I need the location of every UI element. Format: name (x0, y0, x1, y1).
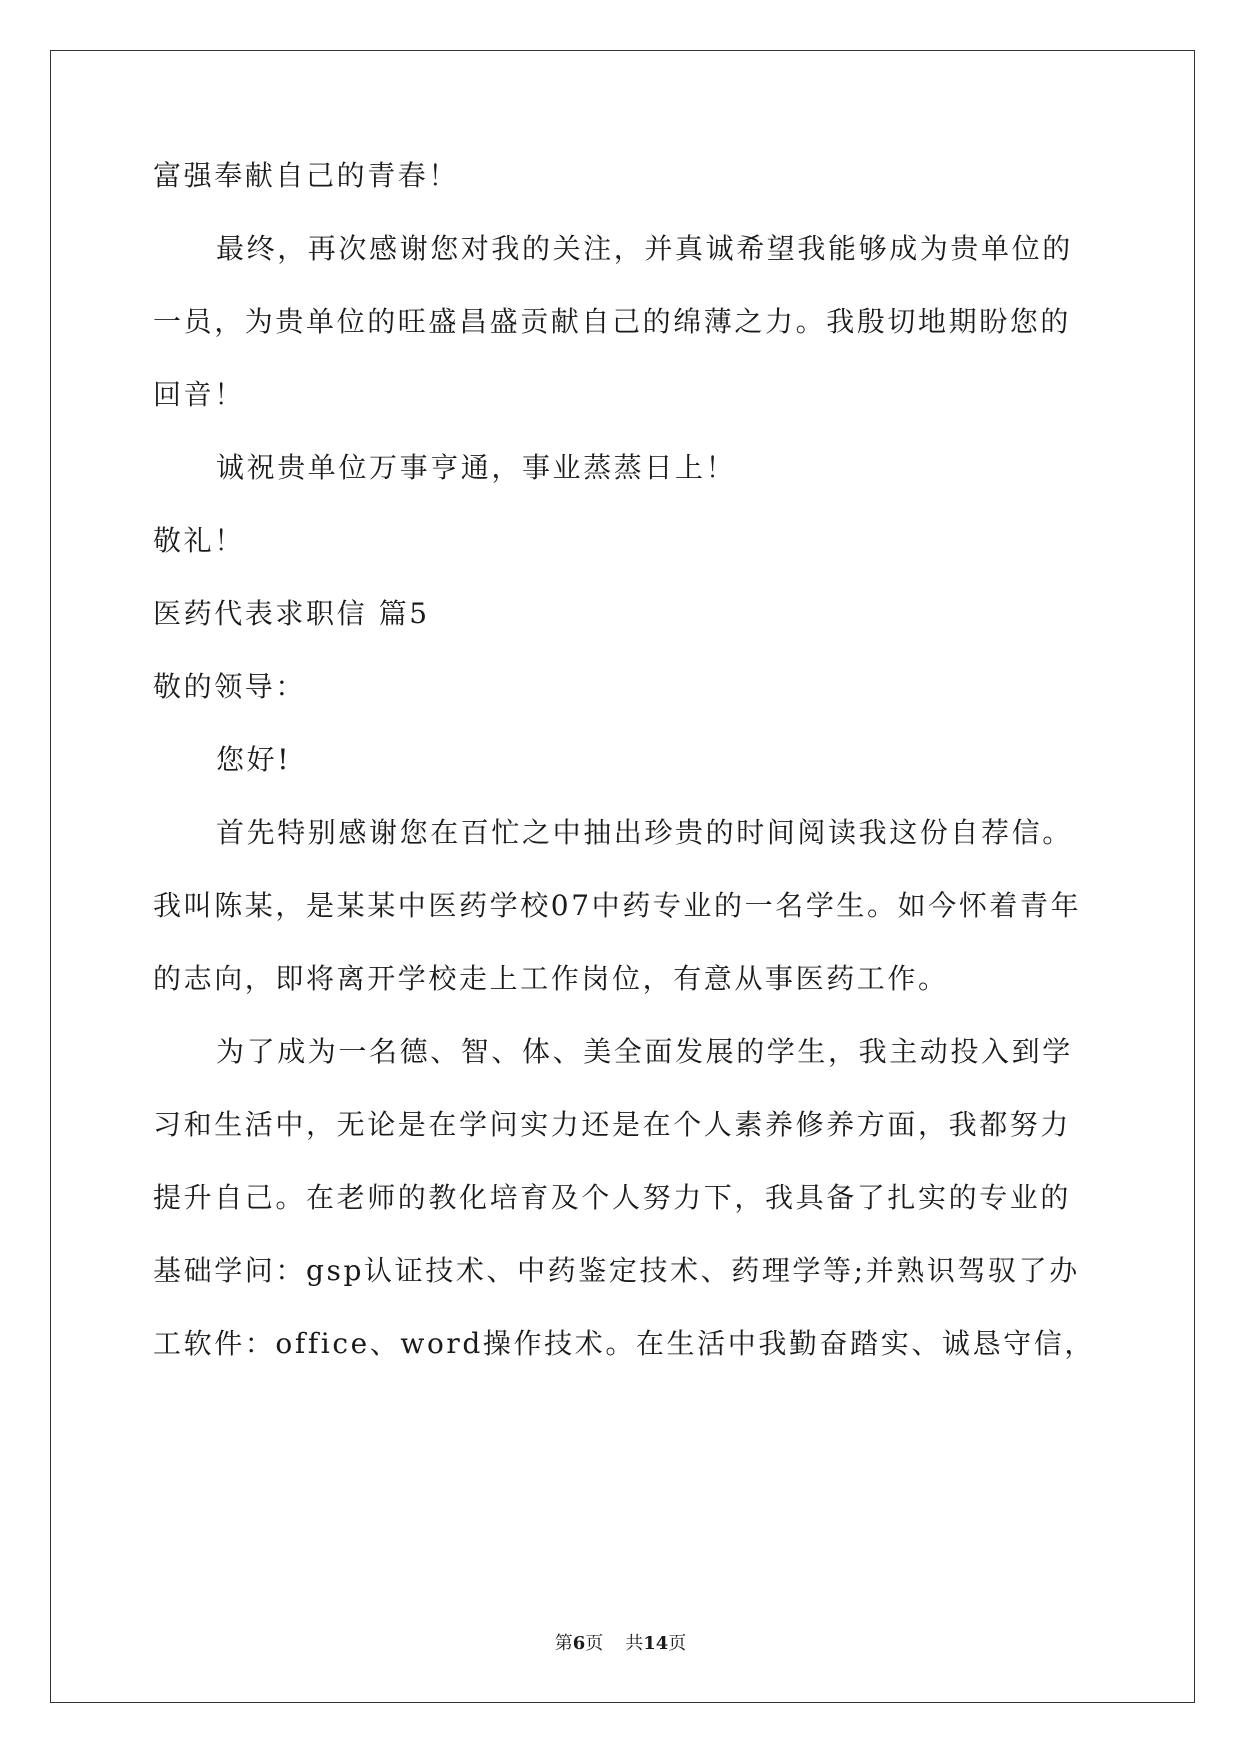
text-line-15: 提升自己。在老师的教化培育及个人努力下，我具备了扎实的专业的 (153, 1181, 1072, 1214)
text-line-4: 回音！ (153, 378, 245, 411)
page-footer (0, 1632, 1241, 1656)
text-line-11: 我叫陈某，是某某中医药学校07中药专业的一名学生。如今怀着青年 (153, 889, 1082, 922)
page-frame (50, 50, 1195, 1703)
text-line-14: 习和生活中，无论是在学问实力还是在个人素养修养方面，我都努力 (153, 1108, 1072, 1141)
page-number: 6 (572, 1633, 586, 1654)
text-line-5: 诚祝贵单位万事亨通，事业蒸蒸日上！ (216, 451, 737, 484)
greeting: 您好! (216, 743, 292, 776)
total-suffix: 页 (668, 1633, 687, 1654)
text-line-13: 为了成为一名德、智、体、美全面发展的学生，我主动投入到学 (216, 1035, 1073, 1068)
text-line-12: 的志向，即将离开学校走上工作岗位，有意从事医药工作。 (153, 962, 949, 995)
page-suffix: 页 (585, 1633, 604, 1654)
total-pages: 14 (643, 1633, 669, 1654)
salutation: 敬的领导： (153, 670, 307, 703)
text-line-3: 一员，为贵单位的旺盛昌盛贡献自己的绵薄之力。我殷切地期盼您的 (153, 305, 1072, 338)
text-line-6: 敬礼！ (153, 524, 245, 557)
page-prefix: 第 (554, 1633, 573, 1654)
text-line-16: 基础学问：gsp认证技术、中药鉴定技术、药理学等;并熟识驾驭了办 (153, 1254, 1080, 1287)
text-line-17: 工软件：office、word操作技术。在生活中我勤奋踏实、诚恳守信， (153, 1327, 1095, 1360)
total-prefix: 共 (625, 1633, 644, 1654)
text-line-10: 首先特别感谢您在百忙之中抽出珍贵的时间阅读我这份自荐信。 (216, 816, 1073, 849)
section-heading: 医药代表求职信 篇5 (153, 597, 430, 630)
text-line-1: 富强奉献自己的青春！ (153, 159, 460, 192)
text-line-2: 最终，再次感谢您对我的关注，并真诚希望我能够成为贵单位的 (216, 232, 1073, 265)
